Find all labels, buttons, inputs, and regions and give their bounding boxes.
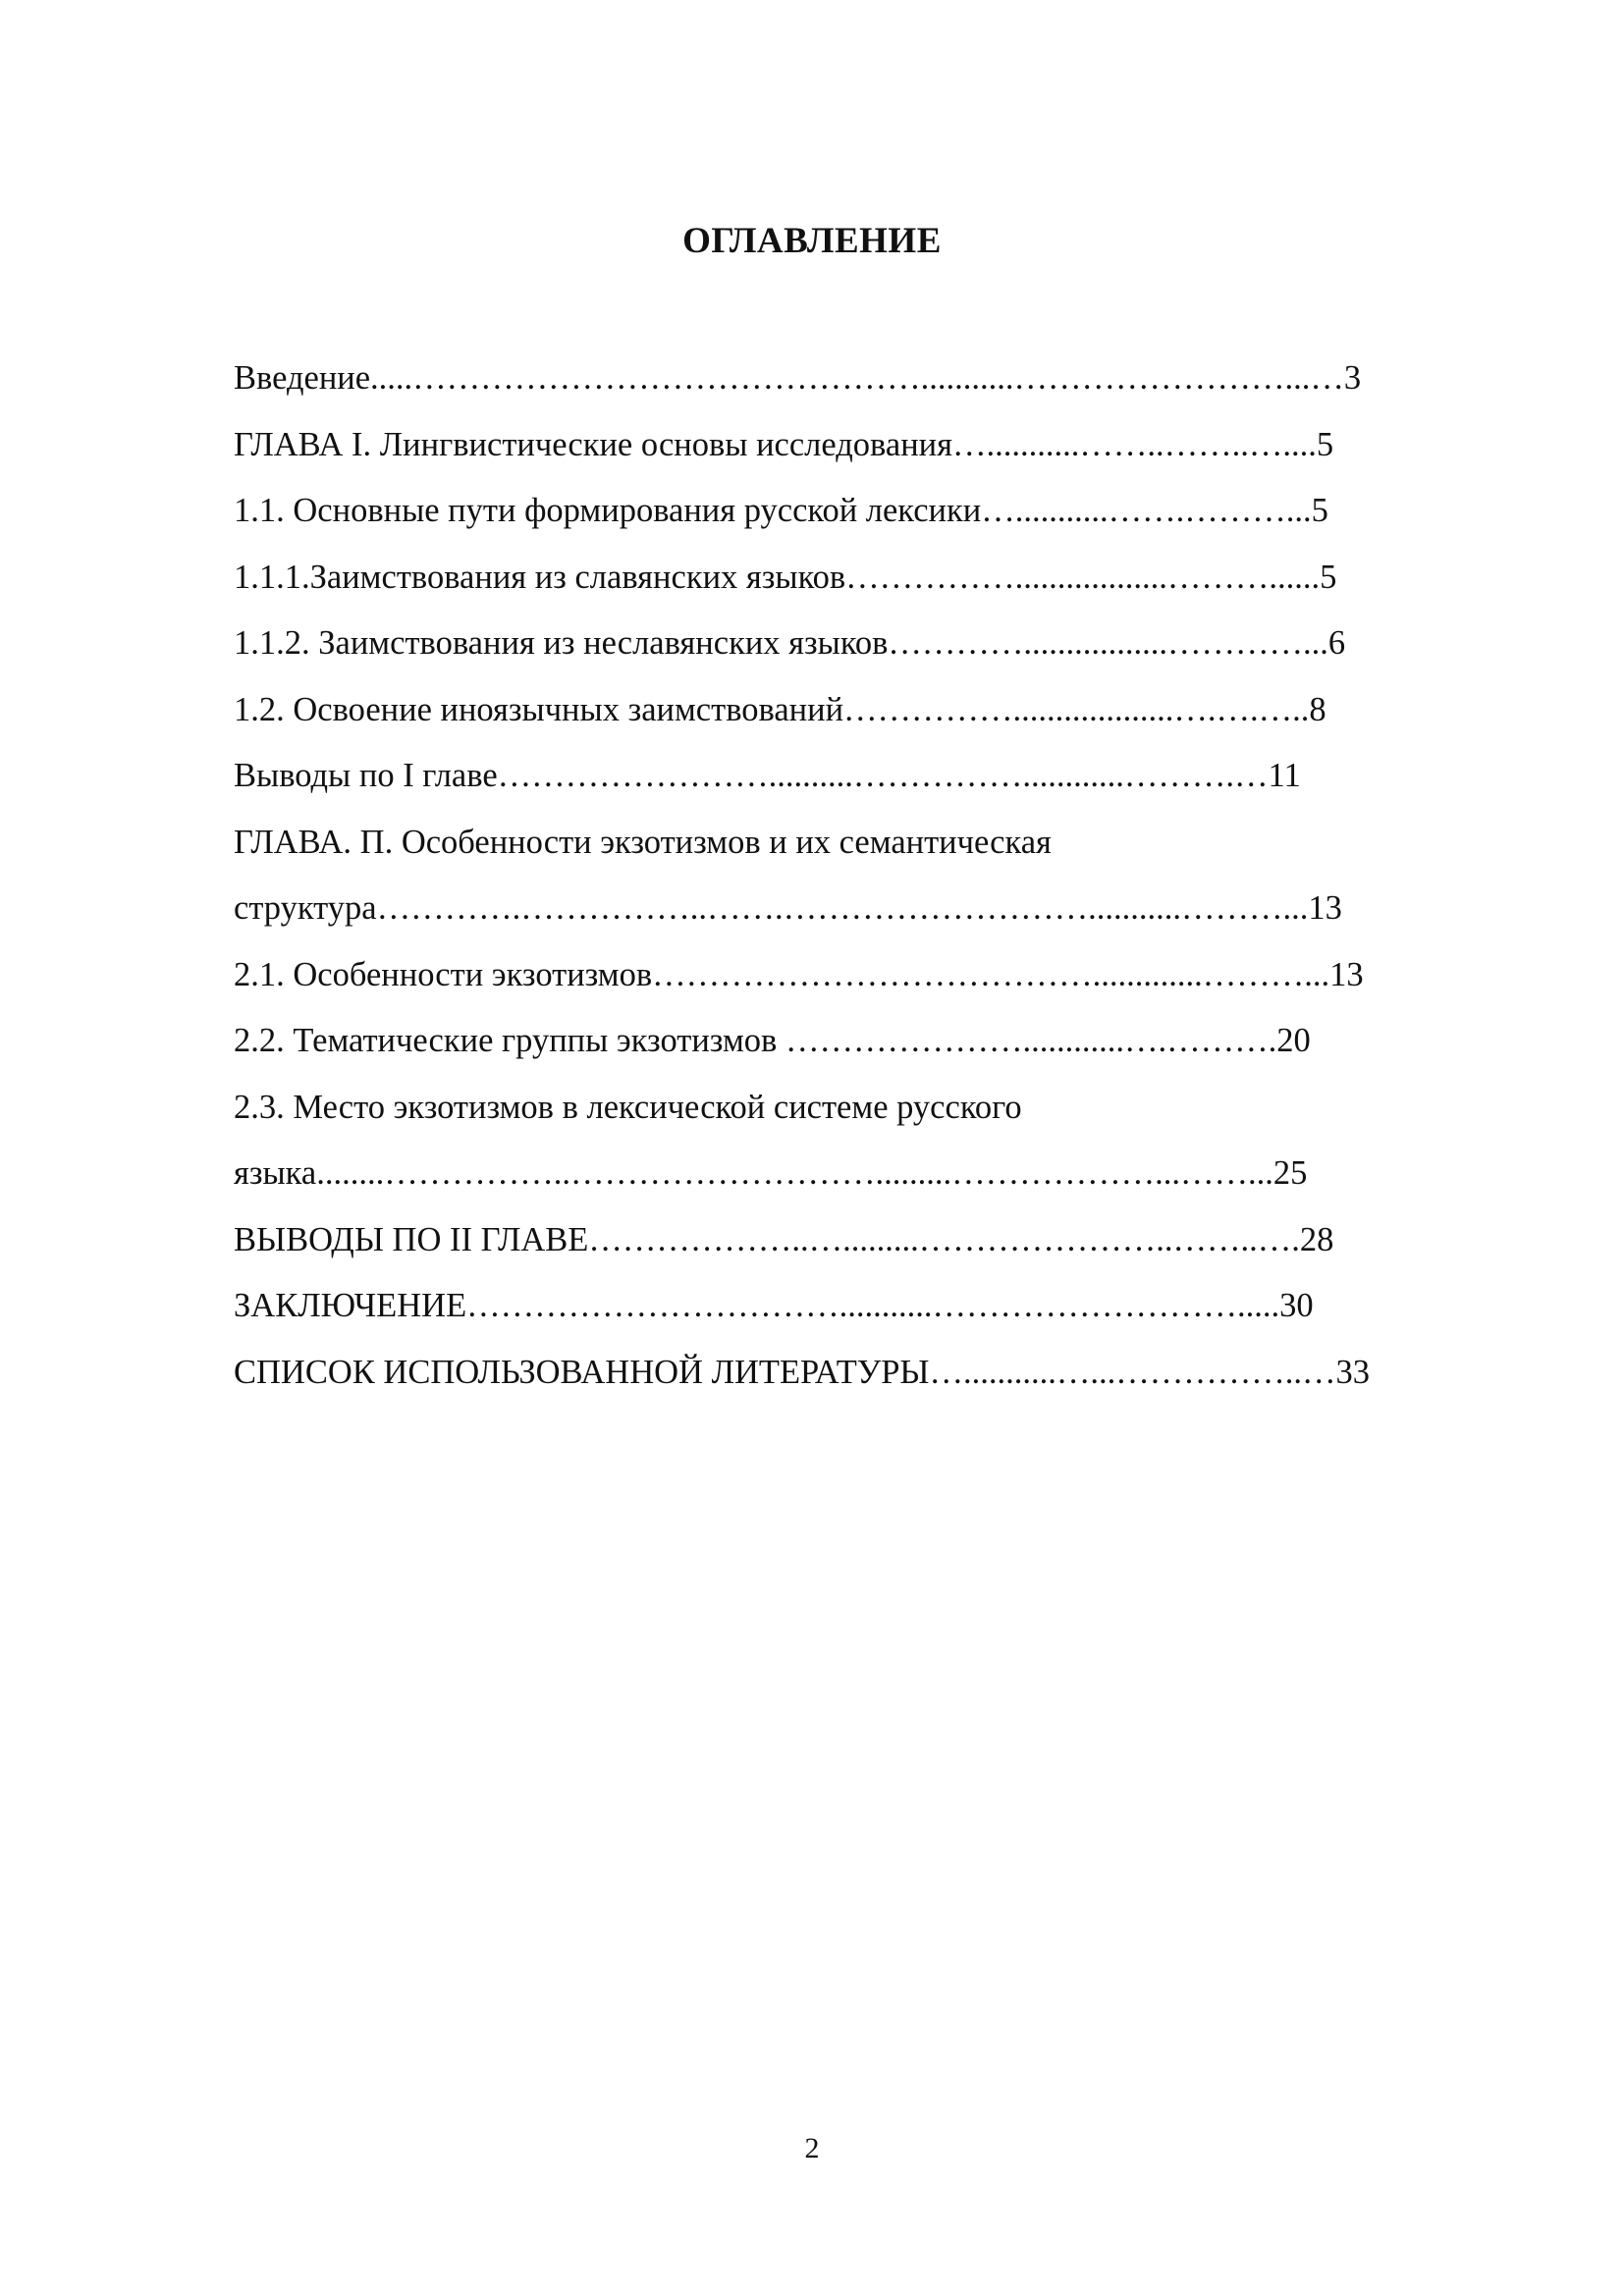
toc-entry-1-1: 1.1. Основные пути формирования русской лексики…...........…….………...5 xyxy=(234,492,1328,529)
toc-entry-2-3-continuation: языка........……………..……………………….........………………...……...25 xyxy=(234,1154,1308,1192)
toc-entry-conclusions-chapter-1: Выводы по I главе……………………..........……………............……….…11 xyxy=(234,757,1301,794)
toc-entry-1-1-1: 1.1.1.Заимствования из славянских языков……………..................………......5 xyxy=(234,558,1337,596)
toc-entry-2-3-title: 2.3. Место экзотизмов в лексической системе русского xyxy=(234,1088,1022,1126)
table-of-contents xyxy=(234,346,1500,1406)
toc-entry-1-1-2: 1.1.2. Заимствования из неславянских языков………….................…………...6 xyxy=(234,624,1346,662)
toc-entry-2-2: 2.2. Тематические группы экзотизмов …………………............….……….20 xyxy=(234,1022,1311,1059)
toc-entry-introduction: Введение.....………………………………………...........……………………...…3 xyxy=(234,359,1362,397)
toc-entry-bibliography: СПИСОК ИСПОЛЬЗОВАННОЙ ЛИТЕРАТУРЫ…...........…...……………..…33 xyxy=(234,1353,1370,1391)
toc-entry-conclusions-chapter-2: ВЫВОДЫ ПО II ГЛАВЕ………………..….........…………………..……..….28 xyxy=(234,1220,1334,1258)
toc-entry-1-2: 1.2. Освоение иноязычных заимствований……………...................….….…..8 xyxy=(234,690,1326,728)
page-number: 2 xyxy=(804,2132,820,2164)
toc-entry-chapter-2-continuation: структура………….……………..…….………………………...........………...13 xyxy=(234,889,1342,927)
toc-entry-2-1: 2.1. Особенности экзотизмов………………………………….............………...13 xyxy=(234,955,1364,993)
toc-entry-chapter-1: ГЛАВА I. Лингвистические основы исследования…...........……..……..…....5 xyxy=(234,425,1334,463)
toc-entry-chapter-2-title: ГЛАВА. П. Особенности экзотизмов и их семантическая xyxy=(234,823,1052,861)
page-title: ОГЛАВЛЕНИЕ xyxy=(682,221,942,261)
toc-entry-conclusion: ЗАКЛЮЧЕНИЕ……………………………...........……………………….....30 xyxy=(234,1287,1314,1324)
